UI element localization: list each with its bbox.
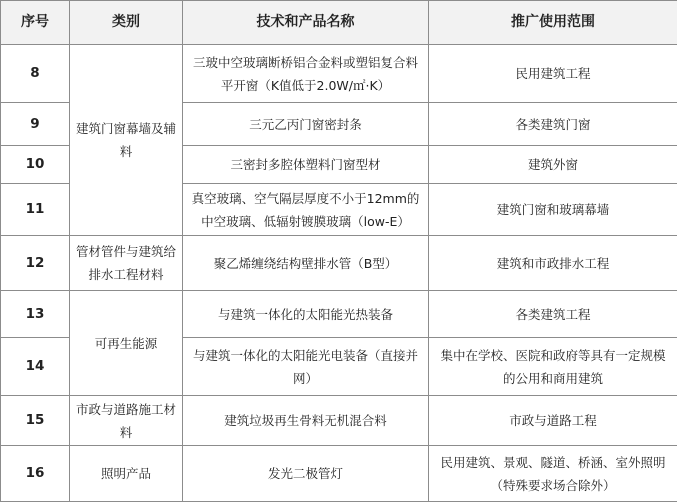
serial-cell: 10 [1, 146, 70, 184]
category-cell: 建筑门窗幕墙及辅料 [70, 45, 183, 236]
header-scope: 推广使用范围 [429, 1, 677, 45]
category-cell: 照明产品 [70, 446, 183, 502]
product-cell: 与建筑一体化的太阳能光电装备（直接并网） [183, 338, 429, 396]
header-product: 技术和产品名称 [183, 1, 429, 45]
product-cell: 真空玻璃、空气隔层厚度不小于12mm的中空玻璃、低辐射镀膜玻璃（low-E） [183, 184, 429, 236]
table-row [1, 446, 677, 502]
serial-cell: 16 [1, 446, 70, 502]
scope-cell: 各类建筑工程 [429, 291, 677, 338]
category-cell: 可再生能源 [70, 291, 183, 396]
header-category: 类别 [70, 1, 183, 45]
product-cell: 发光二极管灯 [183, 446, 429, 502]
product-cell: 三玻中空玻璃断桥铝合金料或塑铝复合料平开窗（K值低于2.0W/㎡·K） [183, 45, 429, 103]
scope-cell: 建筑和市政排水工程 [429, 236, 677, 291]
category-cell: 管材管件与建筑给排水工程材料 [70, 236, 183, 291]
product-cell: 三密封多腔体塑料门窗型材 [183, 146, 429, 184]
serial-cell: 8 [1, 45, 70, 103]
table-row [1, 396, 677, 446]
scope-cell: 民用建筑工程 [429, 45, 677, 103]
serial-cell: 12 [1, 236, 70, 291]
product-cell: 聚乙烯缠绕结构壁排水管（B型） [183, 236, 429, 291]
header-serial: 序号 [1, 1, 70, 45]
serial-cell: 14 [1, 338, 70, 396]
table-row [1, 236, 677, 291]
scope-cell: 民用建筑、景观、隧道、桥涵、室外照明（特殊要求场合除外） [429, 446, 677, 502]
serial-cell: 13 [1, 291, 70, 338]
serial-cell: 9 [1, 103, 70, 146]
table-row [1, 45, 677, 103]
product-cell: 三元乙丙门窗密封条 [183, 103, 429, 146]
serial-cell: 15 [1, 396, 70, 446]
table-row [1, 291, 677, 338]
scope-cell: 建筑门窗和玻璃幕墙 [429, 184, 677, 236]
scope-cell: 建筑外窗 [429, 146, 677, 184]
scope-cell: 各类建筑门窗 [429, 103, 677, 146]
product-cell: 建筑垃圾再生骨料无机混合料 [183, 396, 429, 446]
header-row [1, 1, 677, 45]
scope-cell: 集中在学校、医院和政府等具有一定规模的公用和商用建筑 [429, 338, 677, 396]
category-cell: 市政与道路施工材料 [70, 396, 183, 446]
serial-cell: 11 [1, 184, 70, 236]
product-cell: 与建筑一体化的太阳能光热装备 [183, 291, 429, 338]
scope-cell: 市政与道路工程 [429, 396, 677, 446]
